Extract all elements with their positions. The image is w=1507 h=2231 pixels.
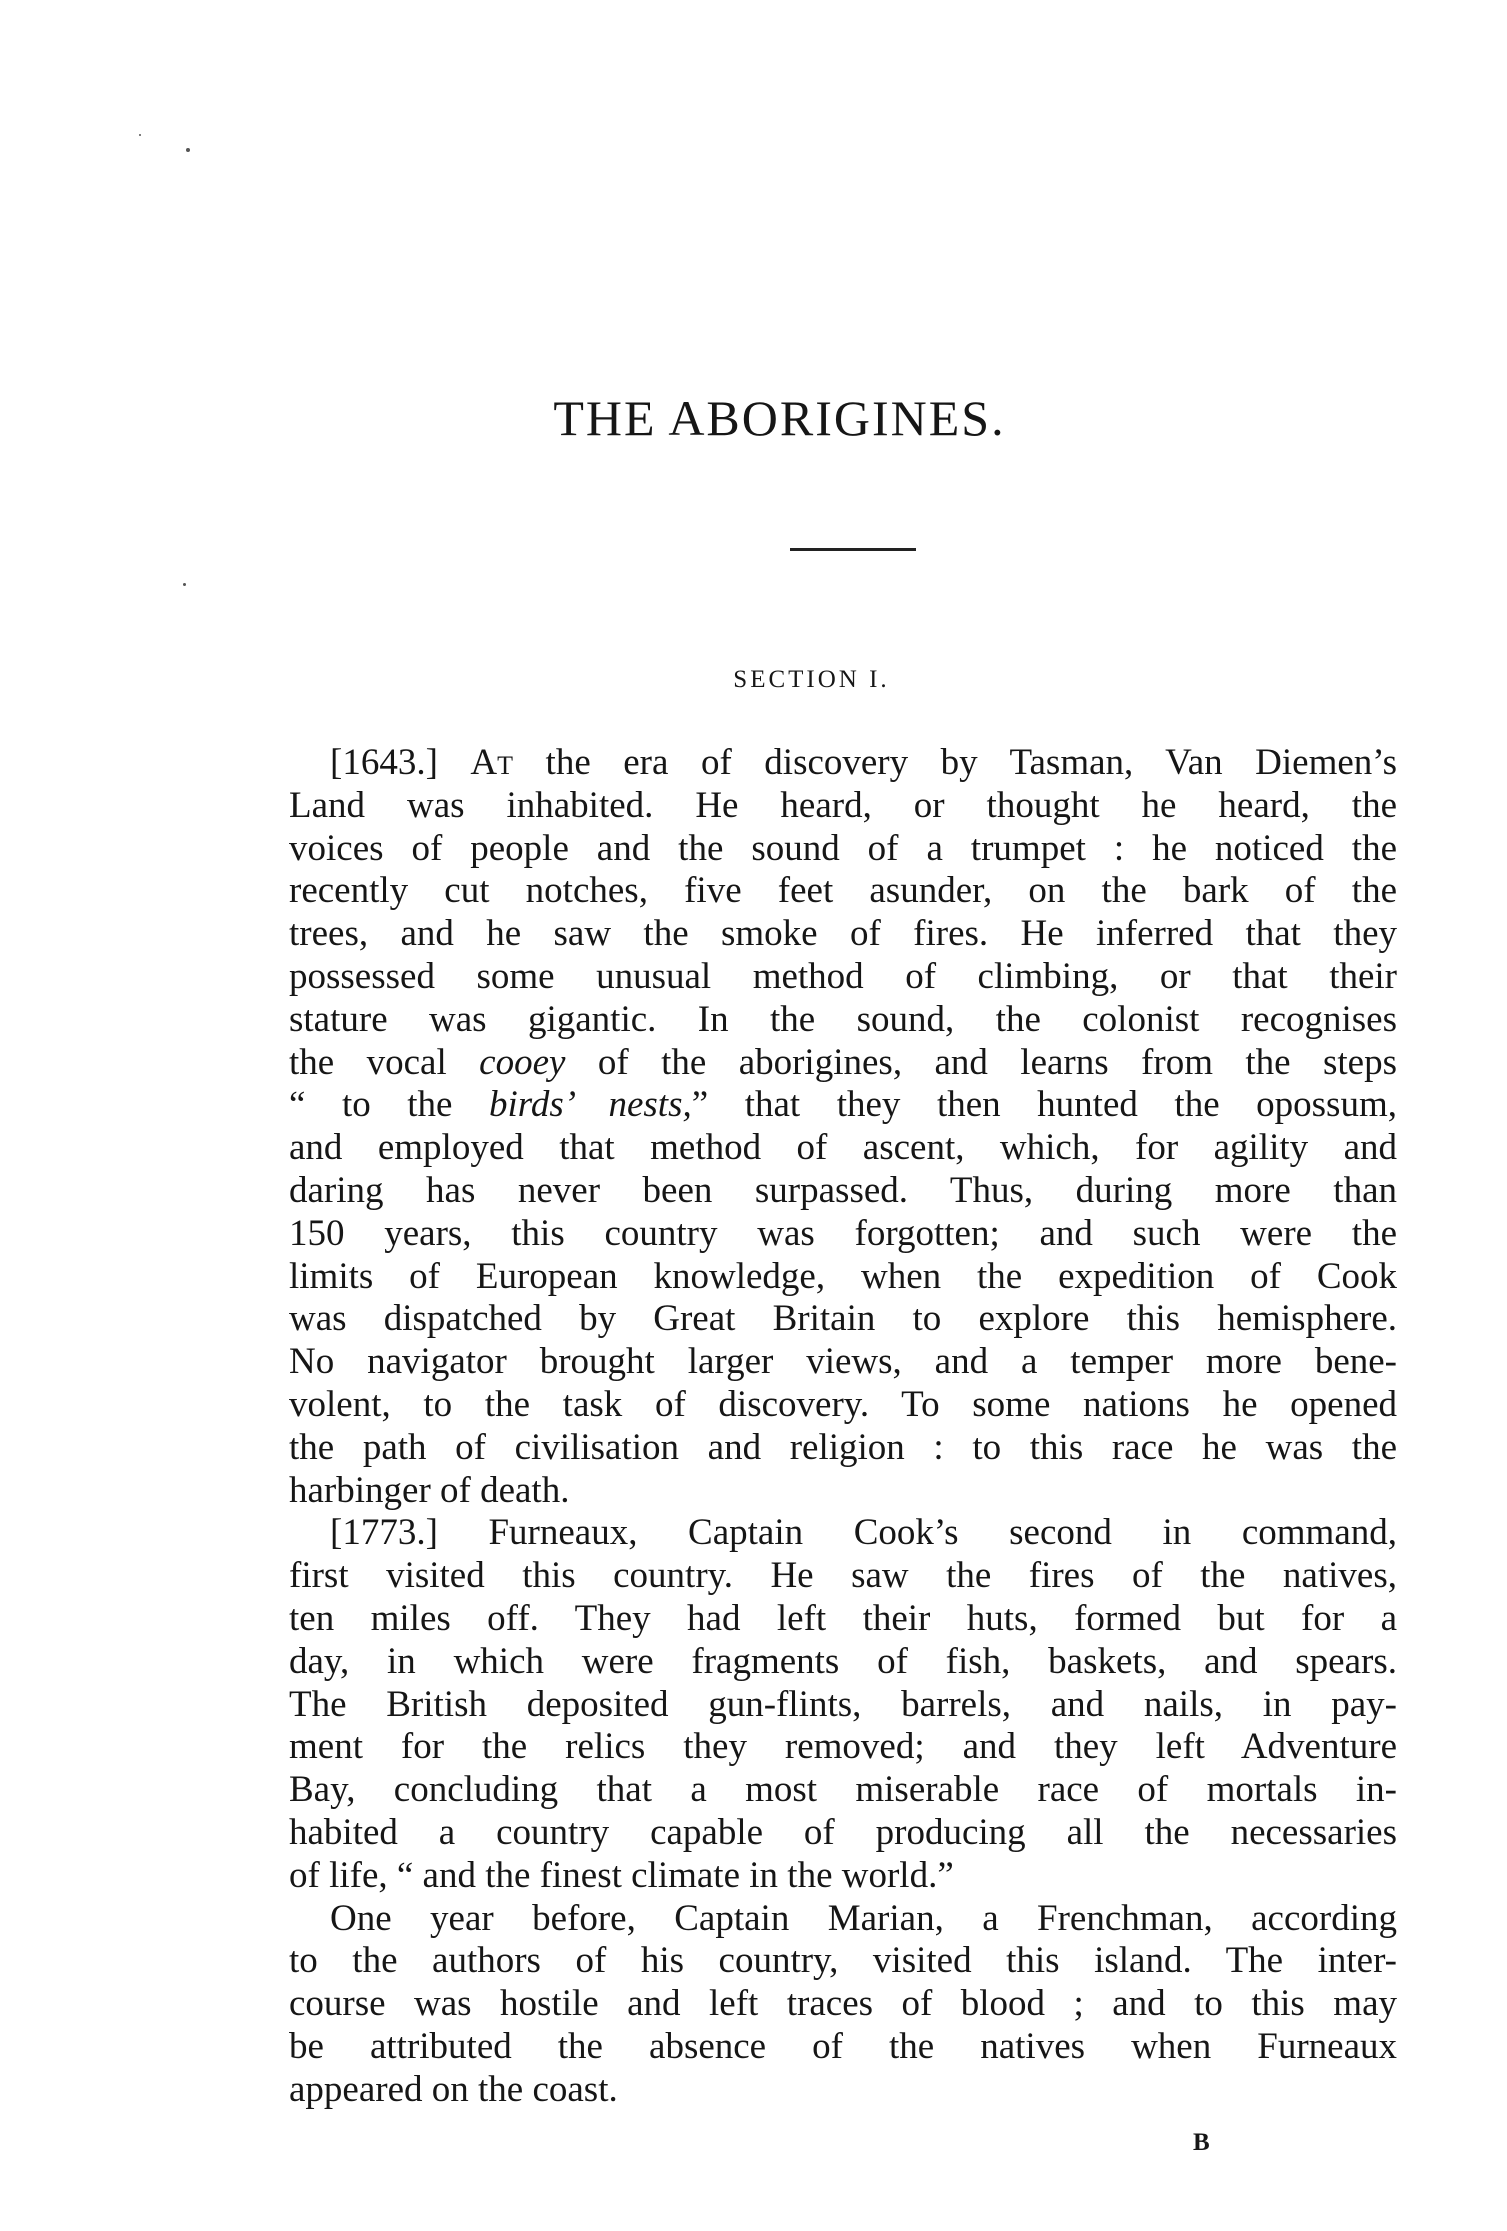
text-line: ten miles off. They had left their huts, formed but for a	[289, 1597, 1397, 1639]
text-line: and employed that method of ascent, which, for agility and	[289, 1127, 1397, 1169]
text-line: harbinger of death.	[289, 1469, 570, 1511]
text-line: Land was inhabited. He heard, or thought he heard, the	[289, 784, 1397, 826]
text-line: One year before, Captain Marian, a Frenchman, according	[330, 1897, 1397, 1939]
text-line: habited a country capable of producing all the necessaries	[289, 1811, 1397, 1853]
text-line: 150 years, this country was forgotten; and such were the	[289, 1212, 1397, 1254]
text-line: of life, “ and the finest climate in the world.”	[289, 1854, 954, 1896]
italic-word: cooey	[479, 1041, 566, 1083]
text-line: volent, to the task of discovery. To some nations he opened	[289, 1383, 1397, 1425]
print-speck	[139, 134, 141, 136]
text-line: was dispatched by Great Britain to explore this hemisphere.	[289, 1298, 1397, 1340]
print-speck	[183, 583, 186, 586]
text-line: Bay, concluding that a most miserable race of mortals in-	[289, 1769, 1397, 1811]
text-line: day, in which were fragments of fish, baskets, and spears.	[289, 1640, 1397, 1682]
text-line: limits of European knowledge, when the expedition of Cook	[289, 1255, 1397, 1297]
section-heading: SECTION I.	[733, 666, 890, 693]
text-line: be attributed the absence of the natives when Furneaux	[289, 2025, 1397, 2067]
paragraph-1	[289, 742, 1397, 1512]
text-line: course was hostile and left traces of blood ; and to this may	[289, 1983, 1397, 2025]
title-rule	[790, 548, 916, 551]
text-line: recently cut notches, five feet asunder, on the bark of the	[289, 870, 1397, 912]
text-line: daring has never been surpassed. Thus, during more than	[289, 1169, 1397, 1211]
text-line: The British deposited gun-flints, barrels, and nails, in pay-	[289, 1683, 1397, 1725]
text-line: to the authors of his country, visited this island. The inter-	[289, 1940, 1397, 1982]
text-line: trees, and he saw the smoke of fires. He inferred that they	[289, 913, 1397, 955]
text-line: first visited this country. He saw the fires of the natives,	[289, 1555, 1397, 1597]
body-text	[289, 742, 1397, 2112]
text-line: appeared on the coast.	[289, 2068, 618, 2110]
chapter-title: THE ABORIGINES.	[553, 390, 1006, 446]
italic-word: birds’ nests,	[489, 1084, 692, 1126]
paragraph-2	[289, 1512, 1397, 1897]
text-line: the vocal cooey of the aborigines, and learns from the steps	[289, 1041, 1398, 1083]
text-line: [1643.] At the era of discovery by Tasman, Van Diemen’s	[330, 742, 1397, 783]
text-line: the path of civilisation and religion : to this race he was the	[289, 1426, 1397, 1468]
print-speck	[186, 148, 190, 152]
text-line: No navigator brought larger views, and a temper more bene-	[289, 1341, 1397, 1383]
text-line: [1773.] Furneaux, Captain Cook’s second in command,	[330, 1512, 1397, 1554]
paragraph-3	[289, 1898, 1397, 2112]
small-caps-word: At	[470, 742, 514, 783]
text-line: voices of people and the sound of a trumpet : he noticed the	[289, 827, 1397, 869]
text-line: possessed some unusual method of climbing, or that their	[289, 955, 1397, 997]
text-line: ment for the relics they removed; and they left Adventure	[289, 1726, 1397, 1768]
text-line: stature was gigantic. In the sound, the colonist recognises	[289, 998, 1397, 1040]
signature-mark: B	[1193, 2129, 1210, 2156]
text-line: “ to the birds’ nests,” that they then hunted the opossum,	[289, 1084, 1397, 1126]
